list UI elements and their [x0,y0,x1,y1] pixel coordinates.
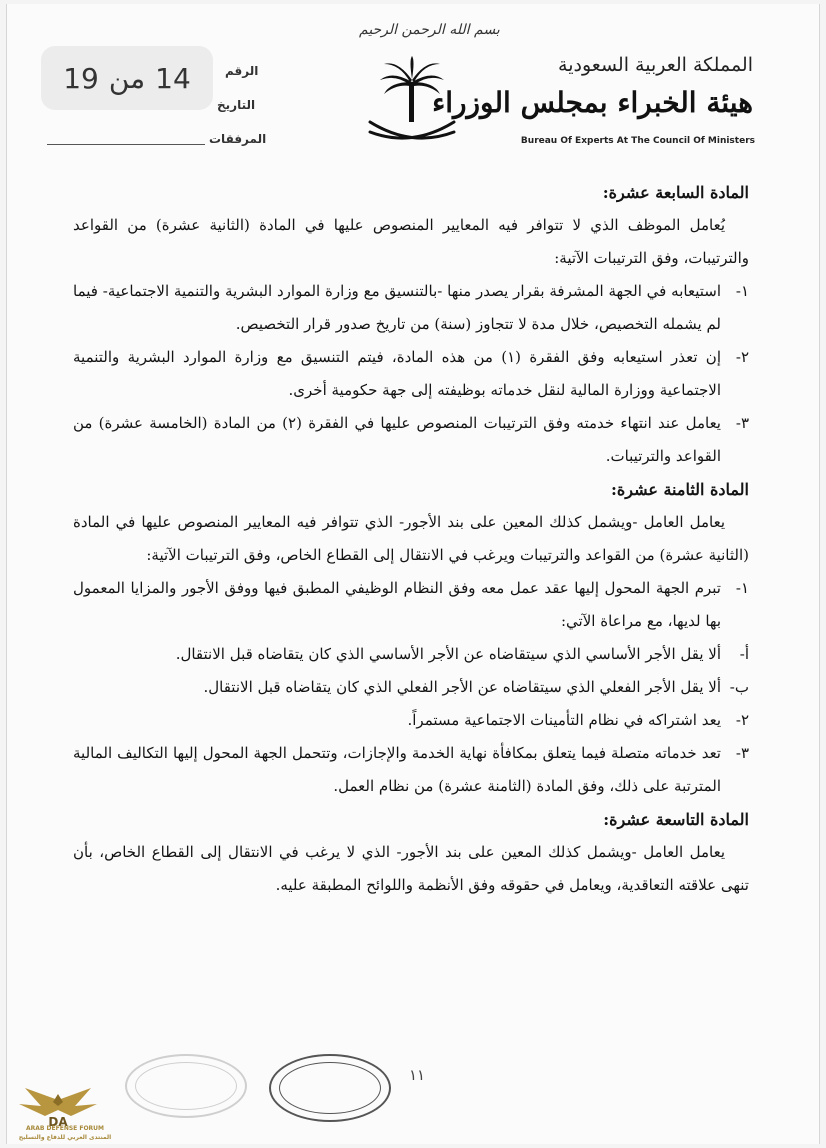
article-18-subitem [73,638,749,671]
article-18-heading: المادة الثامنة عشرة: [610,480,749,499]
document-page [6,4,820,1144]
item-text: تعد خدماته متصلة فيما يتعلق بمكافأة نهاية الخدمة والإجازات، وتتحمل الجهة المحول إليها التكاليف المالية المترتبة على ذلك، وفق المادة (الثامنة عشرة) من نظام العمل. [73,744,721,795]
page-number: ١١ [409,1066,426,1084]
article-18-item [73,737,749,803]
forum-name [15,1124,115,1142]
subitem-letter: ب- [729,678,749,696]
item-number: ٢- [735,348,749,366]
forum-initials: DA [48,1115,68,1129]
page-total: 19 [63,61,99,95]
meta-date-label: التاريخ [217,98,256,112]
item-text: تبرم الجهة المحول إليها عقد عمل معه وفق النظام الوظيفي المطبق فيها ووفق الأجور والمزايا المعمول بها لديها، مع مراعاة الآتي: [73,579,721,630]
subitem-letter: أ- [739,645,749,663]
org-name-arabic-line1: المملكة العربية السعودية [558,54,753,76]
item-text: استيعابه في الجهة المشرفة بقرار يصدر منها -بالتنسيق مع وزارة الموارد البشرية والتنمية الاجتماعية- فيما لم يشمله التخصيص، خلال مدة لا تتجاوز (سنة) من تاريخ صدور قرار التخصيص. [73,282,721,333]
org-name-arabic-line2: هيئة الخبراء بمجلس الوزراء [432,86,753,119]
meta-attachments-line [47,144,205,145]
org-name-english: Bureau Of Experts At The Council Of Ministers [520,136,755,146]
item-number: ١- [735,282,749,300]
page-current: 14 [155,61,191,95]
article-17-intro: يُعامل الموظف الذي لا تتوافر فيه المعايير المنصوص عليها في المادة (الثانية عشرة) من القواعد والترتيبات، وفق الترتيبات الآتية: [73,216,749,267]
meta-number-label: الرقم [225,64,259,78]
faint-stamp-icon [125,1054,247,1118]
stamp-ring [135,1062,237,1110]
subitem-text: ألا يقل الأجر الفعلي الذي سيتقاضاه عن الأجر الفعلي الذي كان يتقاضاه قبل الانتقال. [203,678,721,696]
article-18-intro: يعامل العامل -ويشمل كذلك المعين على بند الأجور- الذي تتوافر فيه المعايير المنصوص عليها في المادة (الثانية عشرة) من القواعد والترتيبات ويرغب في الانتقال إلى القطاع الخاص، وفق الترتيبات الآتية: [73,513,749,564]
article-17-item [73,341,749,407]
item-number: ١- [735,579,749,597]
item-number: ٢- [735,711,749,729]
article-19-heading: المادة التاسعة عشرة: [603,810,749,829]
article-17-heading: المادة السابعة عشرة: [602,183,749,202]
article-17-item [73,407,749,473]
forum-name-english: ARAB DEFENSE FORUM [25,1125,105,1132]
item-number: ٣- [735,414,749,432]
item-text: إن تعذر استيعابه وفق الفقرة (١) من هذه المادة، فيتم التنسيق مع وزارة الموارد البشرية والتنمية الاجتماعية ووزارة المالية لنقل خدماته بوظيفته إلى جهة حكومية أخرى. [73,348,721,399]
basmala: بسم الله الرحمن الرحيم [359,22,500,38]
article-18-subitem [73,671,749,704]
document-body [73,176,749,902]
official-stamp-icon [269,1054,391,1122]
stamp-ring [279,1062,381,1114]
article-17-item [73,275,749,341]
page-counter [41,46,213,110]
item-text: يعامل عند انتهاء خدمته وفق الترتيبات المنصوص عليها في الفقرة (٢) من المادة (الخامسة عشرة) من القواعد والترتيبات. [73,414,721,465]
article-18-item [73,704,749,737]
meta-attachments-label: المرفقات [209,132,267,146]
subitem-text: ألا يقل الأجر الأساسي الذي سيتقاضاه عن الأجر الأساسي الذي كان يتقاضاه قبل الانتقال. [175,645,721,663]
item-text: يعد اشتراكه في نظام التأمينات الاجتماعية مستمراً. [407,711,721,729]
item-number: ٣- [735,744,749,762]
article-18-item [73,572,749,638]
article-19-intro: يعامل العامل -ويشمل كذلك المعين على بند الأجور- الذي لا يرغب في الانتقال إلى القطاع الخاص، بأن تنهى علاقته التعاقدية، ويعامل في حقوقه وفق الأنظمة واللوائح المطبقة عليه. [73,843,749,894]
forum-name-arabic: المنتدى العربي للدفاع والتسليح [18,1134,112,1141]
page-separator: من [108,61,146,95]
